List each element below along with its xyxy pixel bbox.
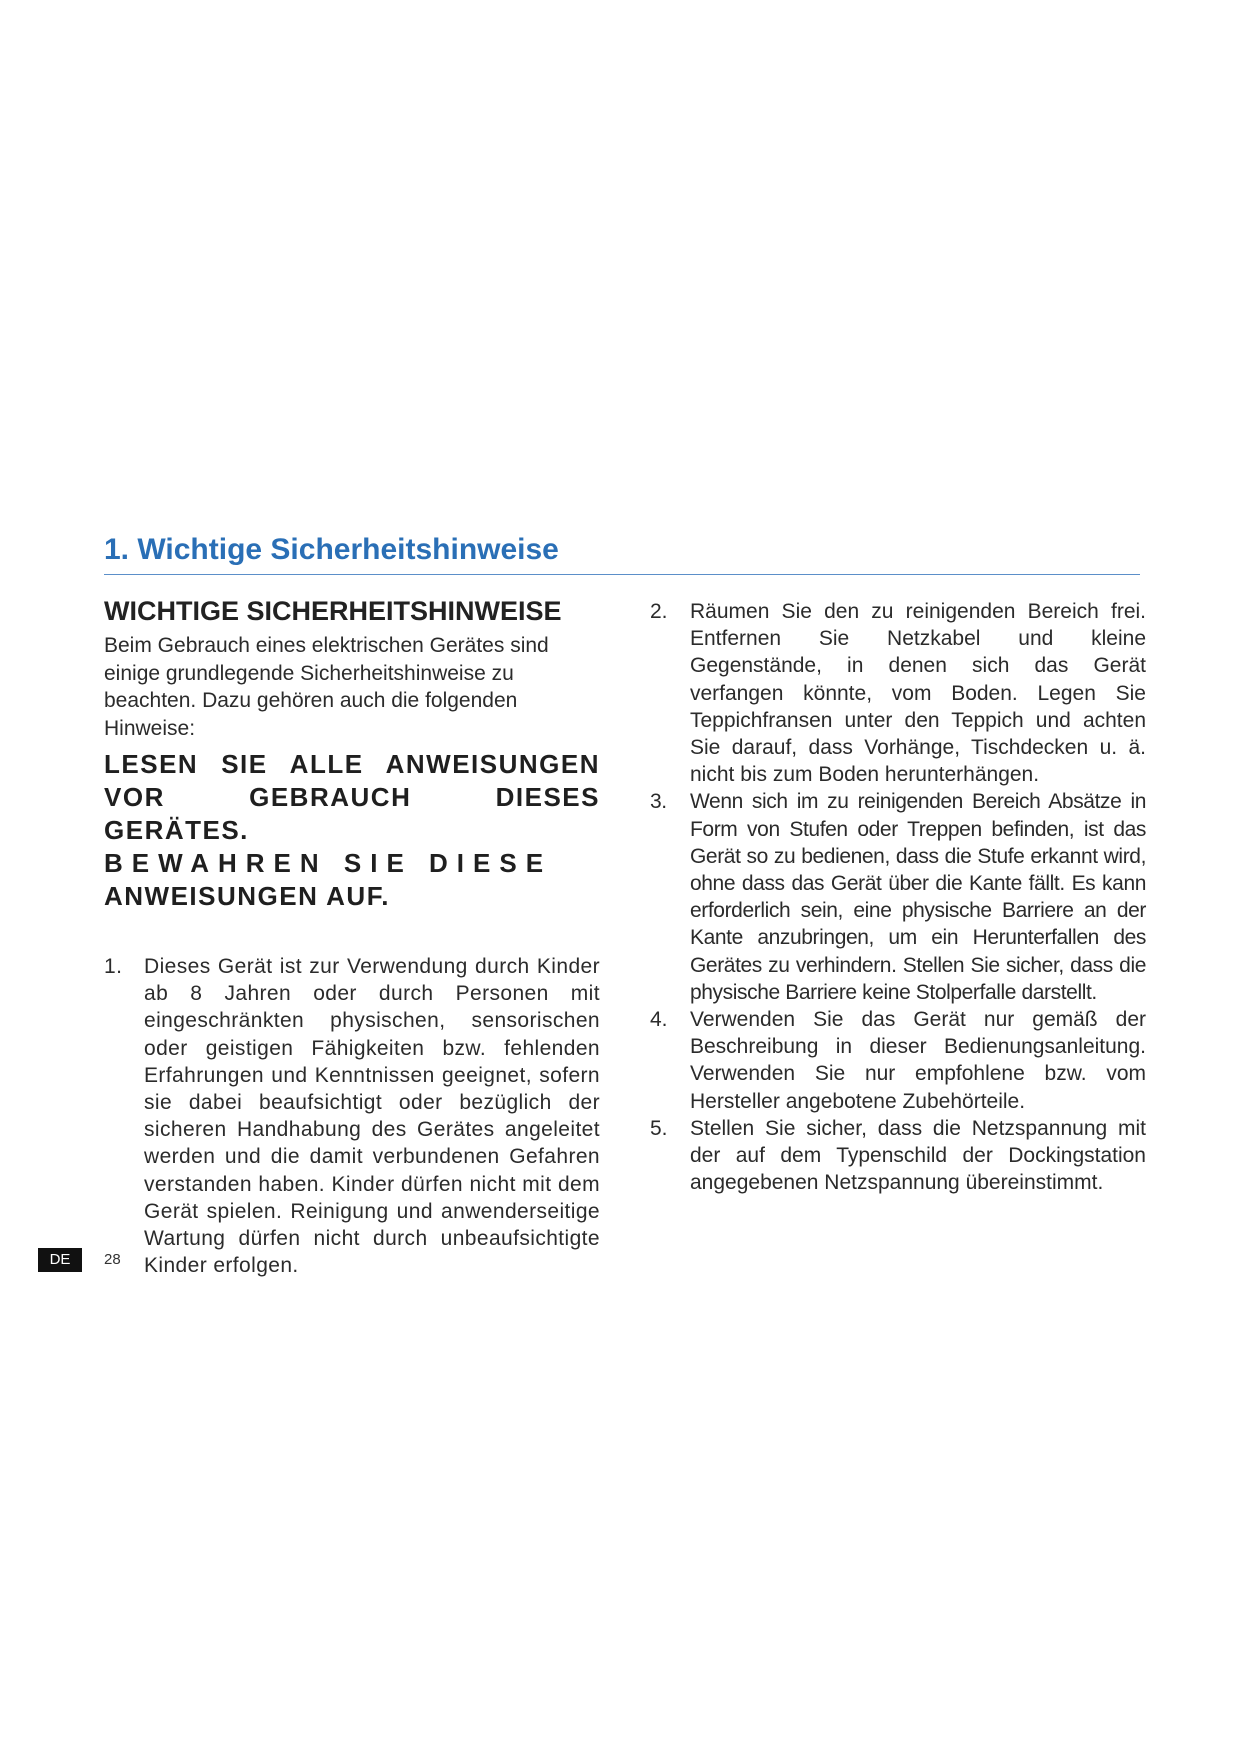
list-item-text: Wenn sich im zu reinigenden Bereich Absätze in Form von Stufen oder Treppen befinden, ist das Gerät so zu bedienen, dass die Stufe erkannt wird, ohne dass das Gerät über die Kante fällt. Es kann erforderlich sein, eine physische Barriere an der Kante anzubringen, um ein Herunterfallen des Gerätes zu verhindern. Stellen Sie sicher, dass die physische Barriere keine Stolperfalle darstellt. [690,790,1146,1004]
safety-list-left [104,953,600,1279]
list-item-number: 3. [650,790,667,814]
read-instructions-warning [104,748,600,913]
list-item-text: Verwenden Sie das Gerät nur gemäß der Beschreibung in dieser Bedienungsanleitung. Verwenden Sie nur empfohlene bzw. vom Hersteller angebotene Zubehörteile. [690,1008,1146,1113]
list-item-number: 1. [104,955,123,978]
right-column [650,598,1146,1196]
list-item [650,1115,1146,1197]
list-item [104,953,600,1279]
list-item-text: Stellen Sie sicher, dass die Netzspannung mit der auf dem Typenschild der Dockingstation angegebenen Netzspannung übereinstimmt. [690,1116,1146,1195]
page-number: 28 [104,1251,121,1268]
list-item [650,598,1146,788]
warning-line-2: BEWAHREN SIE DIESE [104,848,553,878]
list-item [650,1006,1146,1115]
section-title: 1. Wichtige Sicherheitshinweise [104,533,559,566]
list-item-number: 2. [650,600,668,623]
warning-line-3: ANWEISUNGEN AUF. [104,881,390,911]
intro-paragraph: Beim Gebrauch eines elektrischen Gerätes sind einige grundlegende Sicherheitshinweise zu beachten. Dazu gehören auch die folgenden Hinweise: [104,634,549,740]
list-item-text: Dieses Gerät ist zur Verwendung durch Kinder ab 8 Jahren oder durch Personen mit eingeschränkten physischen, sensorischen oder geistigen Fähigkeiten bzw. fehlenden Erfahrungen und Kenntnissen geeignet, sofern sie dabei beaufsichtigt oder bezüglich der sicheren Handhabung des Gerätes angeleitet werden und die damit verbundenen Gefahren verstanden haben. Kinder dürfen nicht mit dem Gerät spielen. Reinigung und anwenderseitige Wartung dürfen nicht durch unbeaufsichtigte Kinder erfolgen. [144,955,600,1278]
list-item [650,788,1146,1006]
list-item-text: Räumen Sie den zu reinigenden Bereich frei. Entfernen Sie Netzkabel und kleine Gegenstände, in denen sich das Gerät verfangen könnte, vom Boden. Legen Sie Teppichfransen unter den Teppich und achten Sie darauf, dass Vorhänge, Tischdecken u. ä. nicht bis zum Boden herunterhängen. [690,600,1146,787]
left-column [104,594,600,1279]
title-divider [104,574,1140,575]
list-item-number: 4. [650,1008,668,1032]
safety-list-right [650,598,1146,1196]
list-item-number: 5. [650,1116,668,1140]
language-badge: DE [38,1248,82,1272]
safety-heading: WICHTIGE SICHERHEITSHINWEISE [104,596,562,626]
warning-line-1: LESEN SIE ALLE ANWEISUNGEN VOR GEBRAUCH DIESES GERÄTES. [104,749,600,845]
